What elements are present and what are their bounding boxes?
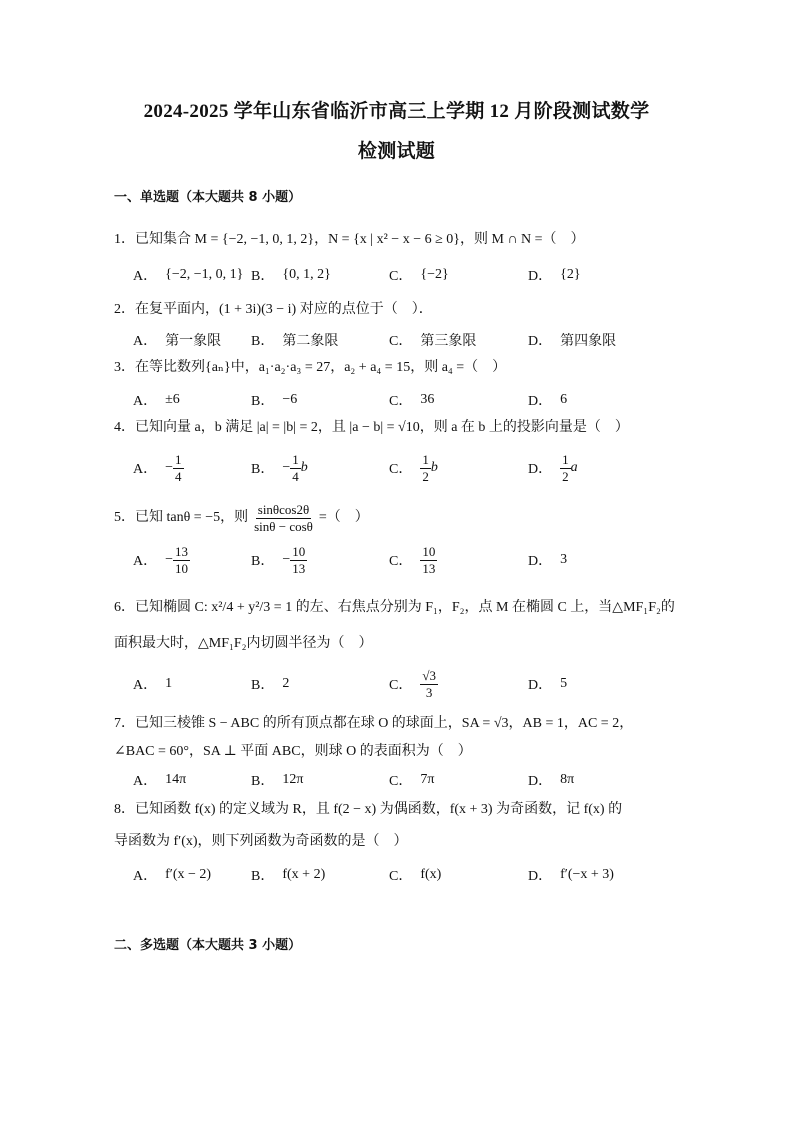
- option-label: B．: [251, 334, 275, 349]
- option-text: ±6: [165, 392, 180, 407]
- option-text: 第一象限: [165, 334, 222, 349]
- option-fraction: [173, 544, 190, 577]
- option-label: D．: [528, 678, 553, 693]
- option-text: 6: [560, 392, 568, 407]
- option-a[interactable]: [133, 540, 190, 580]
- option-text: {−2}: [420, 267, 449, 282]
- option-d[interactable]: [528, 328, 616, 352]
- option-label: C．: [389, 678, 413, 693]
- option-label: C．: [389, 774, 413, 789]
- question-7-stem-line2: ∠BAC = 60°，SA ⊥ 平面 ABC，则球 O 的表面积为（ ）: [114, 744, 472, 759]
- question-5-options: [133, 540, 693, 580]
- fraction-numerator: 1: [292, 451, 299, 467]
- option-label: C．: [389, 462, 413, 477]
- option-sign: −: [165, 460, 174, 475]
- option-text: {2}: [560, 267, 581, 282]
- option-b[interactable]: [251, 768, 303, 792]
- option-label: C．: [389, 554, 413, 569]
- question-5-stem-suffix: =（ ）: [318, 510, 369, 525]
- option-label: B．: [251, 774, 275, 789]
- option-label: C．: [389, 269, 413, 284]
- question-8-options: [133, 862, 693, 888]
- option-b[interactable]: [251, 664, 289, 704]
- question-4-stem: 4．已知向量 a，b 满足 |a| = |b| = 2，且 |a − b| = √10，则 a 在 b 上的投影向量是（ ）: [114, 420, 629, 435]
- option-label: B．: [251, 269, 275, 284]
- option-fraction: [290, 544, 307, 577]
- option-c[interactable]: [389, 328, 476, 352]
- option-fraction: [560, 452, 571, 485]
- option-text: 5: [560, 676, 568, 691]
- option-d[interactable]: [528, 664, 567, 704]
- question-8-stem-line1: 8．已知函数 f(x) 的定义域为 R，且 f(2 − x) 为偶函数，f(x + 3) 为奇函数，记 f(x) 的: [114, 802, 623, 817]
- question-3-options: [133, 388, 693, 412]
- option-text: f′(−x + 3): [560, 867, 614, 882]
- question-7-options: [133, 768, 693, 792]
- fraction-denominator: 10: [175, 560, 189, 576]
- fraction-numerator: 1: [175, 451, 182, 467]
- fraction-numerator: 1: [422, 451, 429, 467]
- option-label: B．: [251, 869, 275, 884]
- option-fraction: [290, 452, 301, 485]
- option-text: {0, 1, 2}: [282, 267, 331, 282]
- option-label: D．: [528, 774, 553, 789]
- option-label: B．: [251, 462, 275, 477]
- question-5-fraction: [252, 502, 315, 535]
- option-suffix: b: [300, 460, 308, 475]
- option-c[interactable]: [389, 768, 434, 792]
- option-suffix: b: [430, 460, 438, 475]
- section-heading-multiple-choice: 二、多选题（本大题共 3 小题）: [114, 938, 302, 953]
- fraction-denominator: 4: [292, 468, 299, 484]
- option-label: C．: [389, 394, 413, 409]
- option-d[interactable]: [528, 540, 567, 580]
- option-c[interactable]: [389, 540, 437, 580]
- question-7-stem-line1: 7．已知三棱锥 S − ABC 的所有顶点都在球 O 的球面上，SA = √3，AB = 1，AC = 2，: [114, 716, 634, 731]
- option-a[interactable]: [133, 768, 186, 792]
- option-label: B．: [251, 394, 275, 409]
- option-b[interactable]: [251, 448, 308, 488]
- option-text: 14π: [165, 772, 187, 787]
- option-label: C．: [389, 869, 413, 884]
- option-label: A．: [133, 394, 158, 409]
- option-label: A．: [133, 462, 158, 477]
- option-label: A．: [133, 269, 158, 284]
- option-c[interactable]: [389, 388, 434, 412]
- fraction-numerator: 10: [292, 543, 306, 559]
- option-d[interactable]: [528, 388, 567, 412]
- option-a[interactable]: [133, 664, 172, 704]
- question-5-stem: [114, 498, 684, 538]
- option-fraction: [420, 668, 438, 701]
- option-label: A．: [133, 774, 158, 789]
- option-b[interactable]: [251, 328, 338, 352]
- option-text: 1: [165, 676, 173, 691]
- option-text: −6: [282, 392, 298, 407]
- option-label: D．: [528, 554, 553, 569]
- option-a[interactable]: [133, 862, 211, 888]
- question-2-stem: 2．在复平面内，(1 + 3i)(3 − i) 对应的点位于（ ）．: [114, 302, 433, 317]
- option-c[interactable]: [389, 664, 438, 704]
- option-suffix: a: [570, 460, 578, 475]
- option-label: D．: [528, 394, 553, 409]
- option-text: {−2, −1, 0, 1}: [165, 267, 244, 282]
- question-1-options: [133, 255, 693, 295]
- option-label: A．: [133, 678, 158, 693]
- option-label: A．: [133, 334, 158, 349]
- fraction-numerator: 10: [422, 543, 436, 559]
- option-sign: −: [282, 460, 291, 475]
- option-d[interactable]: [528, 768, 574, 792]
- option-text: 第三象限: [420, 334, 477, 349]
- option-label: D．: [528, 462, 553, 477]
- option-label: B．: [251, 678, 275, 693]
- option-text: f(x + 2): [282, 867, 326, 882]
- option-text: 2: [282, 676, 290, 691]
- option-c[interactable]: [389, 255, 449, 295]
- document-title-line1: 2024-2025 学年山东省临沂市高三上学期 12 月阶段测试数学: [143, 101, 650, 122]
- fraction-denominator: sinθ − cosθ: [254, 518, 313, 534]
- document-title-line2: 检测试题: [357, 141, 436, 162]
- question-8-stem-line2: 导函数为 f′(x)，则下列函数为奇函数的是（ ）: [114, 834, 408, 849]
- option-c[interactable]: [389, 862, 441, 888]
- fraction-numerator: sinθcos2θ: [257, 501, 310, 517]
- fraction-denominator: 4: [175, 468, 182, 484]
- option-d[interactable]: [528, 448, 578, 488]
- option-text: f′(x − 2): [165, 867, 212, 882]
- fraction-denominator: 3: [425, 684, 433, 700]
- fraction-denominator: 13: [292, 560, 306, 576]
- option-text: 8π: [560, 772, 575, 787]
- option-b[interactable]: [251, 388, 297, 412]
- option-a[interactable]: [133, 388, 180, 412]
- option-label: D．: [528, 869, 553, 884]
- option-text: 36: [420, 392, 435, 407]
- option-text: 3: [560, 552, 568, 567]
- option-fraction: [420, 452, 431, 485]
- question-5-stem-prefix: 5．已知 tanθ = −5，则: [114, 510, 249, 525]
- option-a[interactable]: [133, 328, 221, 352]
- question-4-options: [133, 448, 693, 488]
- option-text: 12π: [282, 772, 304, 787]
- option-b[interactable]: [251, 255, 331, 295]
- fraction-numerator: 1: [562, 451, 569, 467]
- fraction-numerator: 13: [175, 543, 189, 559]
- option-a[interactable]: [133, 255, 243, 295]
- question-6-options: [133, 664, 693, 704]
- question-6-stem-line1: 6．已知椭圆 C: x²/4 + y²/3 = 1 的左、右焦点分别为 F₁，F₂，点 M 在椭圆 C 上，当△MF₁F₂的: [114, 600, 675, 615]
- option-d[interactable]: [528, 255, 581, 295]
- question-2-options: [133, 328, 693, 352]
- option-fraction: [173, 452, 184, 485]
- option-a[interactable]: [133, 448, 184, 488]
- option-b[interactable]: [251, 862, 325, 888]
- option-fraction: [420, 544, 437, 577]
- option-text: f(x): [420, 867, 442, 882]
- option-c[interactable]: [389, 448, 438, 488]
- question-6-stem-line2: 面积最大时，△MF₁F₂内切圆半径为（ ）: [114, 636, 373, 651]
- option-text: 第二象限: [282, 334, 339, 349]
- option-b[interactable]: [251, 540, 307, 580]
- question-1-stem: 1．已知集合 M = {−2, −1, 0, 1, 2}，N = {x | x² − x − 6 ≥ 0}，则 M ∩ N =（ ）: [114, 232, 585, 247]
- option-label: A．: [133, 554, 158, 569]
- option-text: 第四象限: [560, 334, 617, 349]
- option-label: C．: [389, 334, 413, 349]
- option-label: D．: [528, 334, 553, 349]
- fraction-denominator: 2: [422, 468, 429, 484]
- option-text: 7π: [420, 772, 435, 787]
- fraction-numerator: √3: [422, 667, 436, 683]
- section-heading-single-choice: 一、单选题（本大题共 8 小题）: [114, 190, 302, 205]
- option-label: A．: [133, 869, 158, 884]
- option-sign: −: [165, 552, 174, 567]
- option-sign: −: [282, 552, 291, 567]
- option-d[interactable]: [528, 862, 614, 888]
- option-label: D．: [528, 269, 553, 284]
- fraction-denominator: 2: [562, 468, 569, 484]
- option-label: B．: [251, 554, 275, 569]
- question-3-stem: 3．在等比数列{aₙ}中，a₁·a₂·a₃ = 27，a₂ + a₄ = 15，则 a₄ =（ ）: [114, 360, 507, 375]
- fraction-denominator: 13: [422, 560, 436, 576]
